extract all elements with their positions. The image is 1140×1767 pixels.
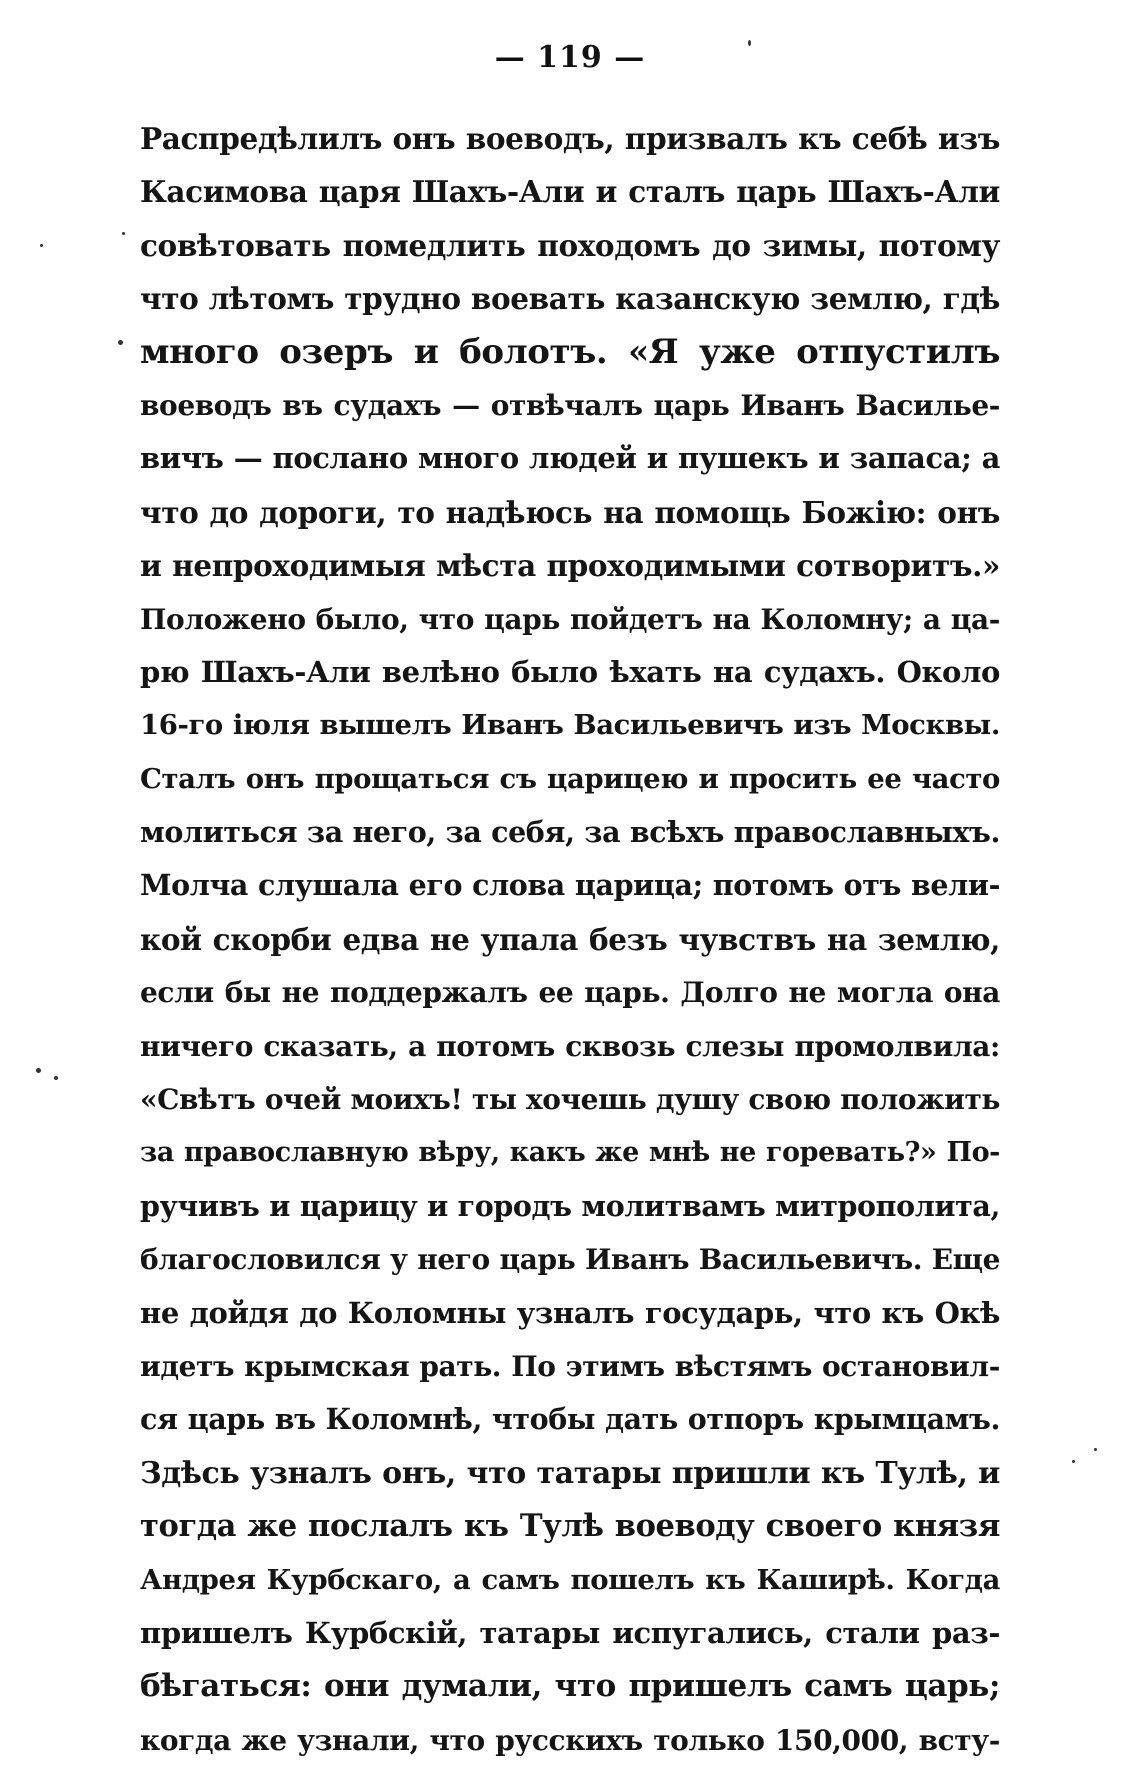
text-line: Касимова царя Шахъ-Али и сталъ царь Шахъ-Али [140,174,1000,210]
text-line: что лѣтомъ трудно воевать казанскую землю, гдѣ [140,281,1000,317]
text-line: Сталъ онъ прощаться съ царицею и просить ее часто [140,762,1000,795]
text-line: Молча слушала его слова царица; потомъ отъ вели- [140,868,1000,903]
text-line: много озеръ и болотъ. «Я уже отпустилъ [140,331,1000,372]
text-line: Здѣсь узналъ онъ, что татары пришли къ Тулѣ, и [140,1455,1000,1491]
text-line: если бы не поддержалъ ее царь. Долго не могла она [140,976,1000,1010]
text-line: вичъ — послано много людей и пушекъ и запаса; а [140,441,1000,476]
text-line: идетъ крымская рать. По этимъ вѣстямъ остановил- [140,1349,1000,1383]
text-line: за православную вѣру, какъ же мнѣ не горевать?» По- [140,1137,1000,1169]
scan-speck [122,232,125,235]
text-line: ничего сказать, а потомъ сквозь слезы промолвила: [140,1029,1000,1063]
scan-speck [1072,1460,1075,1463]
text-line: благословился у него царь Иванъ Васильевичъ. Еще [140,1243,1000,1277]
text-line: Положено было, что царь пойдетъ на Коломну; а ца- [140,602,1000,636]
scan-speck [36,1068,41,1073]
text-line: бѣгаться: они думали, что пришелъ самъ царь; [140,1668,1000,1705]
text-line: рю Шахъ-Али велѣно было ѣхать на судахъ. Около [140,654,1000,689]
text-line: Андрея Курбскаго, а самъ пошелъ къ Каширѣ. Когда [140,1563,1000,1596]
text-line: «Свѣтъ очей моихъ! ты хочешь душу свою положить [140,1083,1000,1117]
text-line: когда же узнали, что русскихъ только 150,000, всту- [140,1723,1000,1757]
scan-speck [1094,1448,1097,1451]
text-line: молиться за него, за себя, за всѣхъ православныхъ. [140,815,1000,850]
text-line: не дойдя до Коломны узналъ государь, что къ Окѣ [140,1295,1000,1330]
text-line: 16-го іюля вышелъ Иванъ Васильевичъ изъ Москвы. [140,709,1000,742]
text-line: ся царь въ Коломнѣ, чтобы дать отпоръ крымцамъ. [140,1402,1000,1437]
scan-speck [40,244,43,247]
text-line: пришелъ Курбскій, татары испугались, стали раз- [140,1615,1000,1650]
text-line: совѣтовать помедлить походомъ до зимы, потому [140,227,1000,263]
scan-speck [118,340,123,345]
page-number: — 119 — [494,40,646,75]
scan-speck [748,40,751,46]
scan-speck [54,1076,58,1080]
text-line: тогда же послалъ къ Тулѣ воеводу своего князя [140,1508,1000,1545]
text-line: кой скорби едва не упала безъ чувствъ на землю, [140,921,1000,957]
text-line: ручивъ и царицу и городъ молитвамъ митрополита, [140,1188,1000,1223]
text-line: воеводъ въ судахъ — отвѣчалъ царь Иванъ Василье- [140,388,1000,422]
text-line: Распредѣлилъ онъ воеводъ, призвалъ къ себѣ изъ [140,121,1000,156]
text-line: что до дороги, то надѣюсь на помощь Божію: онъ [140,494,1000,530]
body-text [140,112,1000,1767]
text-line: и непроходимыя мѣста проходимыми сотворитъ.» [140,548,1000,584]
